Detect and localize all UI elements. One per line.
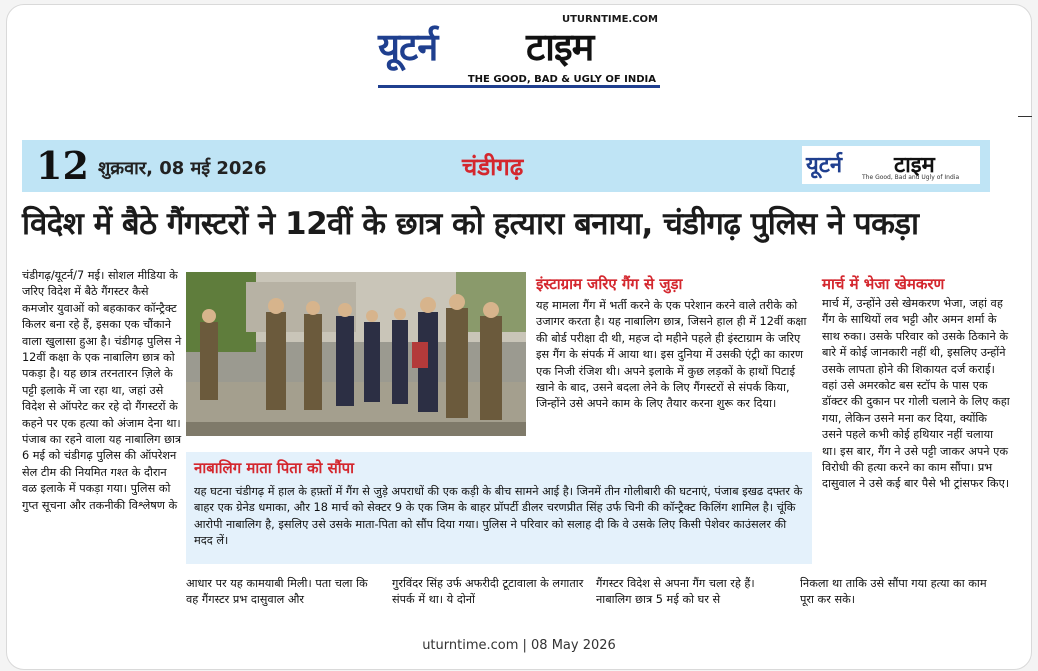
bottom-column-2: गुरविंदर सिंह उर्फ अफरीदी टूटावाला के लगातार संपर्क में था। ये दोनों [392,577,584,607]
masthead-title-part2: टाइम [526,25,594,69]
article-headline: विदेश में बैठे गैंगस्टरों ने 12वीं के छात्र को हत्यारा बनाया, चंडीगढ़ पुलिस ने पकड़ा [22,206,919,242]
strip-logo-part2: टाइम [894,153,935,178]
masthead-title-part1: यूटर्न [378,25,438,69]
footer-source: uturntime.com | 08 May 2026 [422,638,616,653]
edge-mark [1018,116,1032,117]
masthead-underline [378,85,660,88]
masthead [378,12,660,88]
bottom-column-3: गैंगस्टर विदेश से अपना गैंग चला रहे हैं। नाबालिग छात्र 5 मई को घर से [596,577,755,607]
strip-logo-tagline: The Good, Bad and Ugly of India [862,174,960,181]
masthead-url: UTURNTIME.COM [561,14,658,25]
article-lead-column: चंडीगढ़/यूटर्न/7 मई। सोशल मीडिया के जरिए विदेश में बैठे गैंगस्टर कैसे कमजोर युवाओं को बहकाकर कॉन्ट्रैक्ट किलर बना रहे हैं, इसका एक चौंकाने वाला खुलासा हुआ है। चंडीगढ़ पुलिस ने 12वीं कक्षा के एक नाबालिग छात्र को पकड़ा है। यह छात्र तरनतारन ज़िले के पट्टी इलाके में जा रहा था, जहां उसे विदेश से ऑपरेट कर रहे दो गैंगस्टरों के कहने पर एक हत्या को अंजाम देना था। पंजाब का रहने वाला यह नाबालिग छात्र 6 मई को चंडीगढ़ पुलिस की ऑपरेशन सेल टीम की नियमित गश्त के दौरान वळ इलाके में पकड़ा गया। पुलिस को गुप्त सूचना और तकनीकी विश्लेषण के [22,269,182,512]
subhead-parents: नाबालिग माता पिता को सौंपा [194,459,355,477]
parents-box [186,452,812,564]
subhead-march: मार्च में भेजा खेमकरण [822,275,945,293]
section-name: चंडीगढ़ [462,153,524,181]
bottom-column-1: आधार पर यह कामयाबी मिली। पता चला कि वह गैंगस्टर प्रभ दासुवाल और [186,577,368,607]
article-instagram-body: यह मामला गैंग में भर्ती करने के एक परेशान करने वाले तरीके को उजागर करता है। यह नाबालिग छात्र, जिसने हाल ही में 12वीं कक्षा की बोर्ड परीक्षा दी थी, महज दो महीने पहले ही इंस्टाग्राम के जरिए इस गैंग के संपर्क में आया था। इस दुनिया में उसकी एंट्री का कारण एक निजी रंजिश थी। अपने इलाके में कुछ लड़कों के हाथों पिटाई खाने के बाद, उसने बदला लेने के लिए गैंगस्टरों से संपर्क किया, जिन्होंने उसे अपने काम के लिए तैयार करना शुरू कर दिया। [536,299,807,411]
article-march-body: मार्च में, उन्होंने उसे खेमकरण भेजा, जहां वह गैंग के साथियों लव भट्टी और अमन शर्मा के साथ रुका। उसके परिवार को उसके ठिकाने के बारे में कोई जानकारी नहीं थी, इसलिए उन्होंने उसके लापता होने की शिकायत दर्ज कराई। वहां उसे अमरकोट बस स्टॉप के पास एक डॉक्टर की दुकान पर गोली चलाने के लिए कहा गया, लेकिन उसने मना कर दिया, क्योंकि उसने पहले कभी कोई हथियार नहीं चलाया था। इस बार, गैंग ने उसे पट्टी जाकर अपने एक विरोधी की हत्या करने का काम सौंपा। प्रभ दासुवाल ने उसे कई बार पैसे भी ट्रांसफर किए। [822,297,1010,491]
page-number: 12 [36,143,89,188]
page-date: शुक्रवार, 08 मई 2026 [98,158,267,179]
masthead-tagline: THE GOOD, BAD & UGLY OF INDIA [467,74,656,85]
subhead-instagram: इंस्टाग्राम जरिए गैंग से जुड़ा [536,275,683,293]
page-header-strip [22,140,990,192]
bottom-column-4: निकला था ताकि उसे सौंपा गया हत्या का काम पूरा कर सके। [800,577,987,607]
strip-logo [802,146,980,184]
article-parents-body: यह घटना चंडीगढ़ में हाल के हफ़्तों में गैंग से जुड़े अपराधों की एक कड़ी के बीच सामने आई है। जिनमें तीन गोलीबारी की घटनाएं, पंजाब इखढ दफ्तर के बाहर एक ग्रेनेड धमाका, और 18 मार्च को सेक्टर 9 के एक जिम के बाहर प्रॉपर्टी डीलर चरणप्रीत सिंह उर्फ चिनी की कॉन्ट्रैक्ट किलिंग शामिल है। चूंकि आरोपी नाबालिग है, इसलिए उसे उसके माता-पिता को सौंप दिया गया। पुलिस ने परिवार को सलाह दी कि वे उसके लिए किसी पेशेवर काउंसलर की मदद लें। [194,485,803,548]
police-arrest-scene-image [186,272,526,436]
strip-logo-part1: यूटर्न [806,153,843,178]
news-photo [186,272,526,436]
